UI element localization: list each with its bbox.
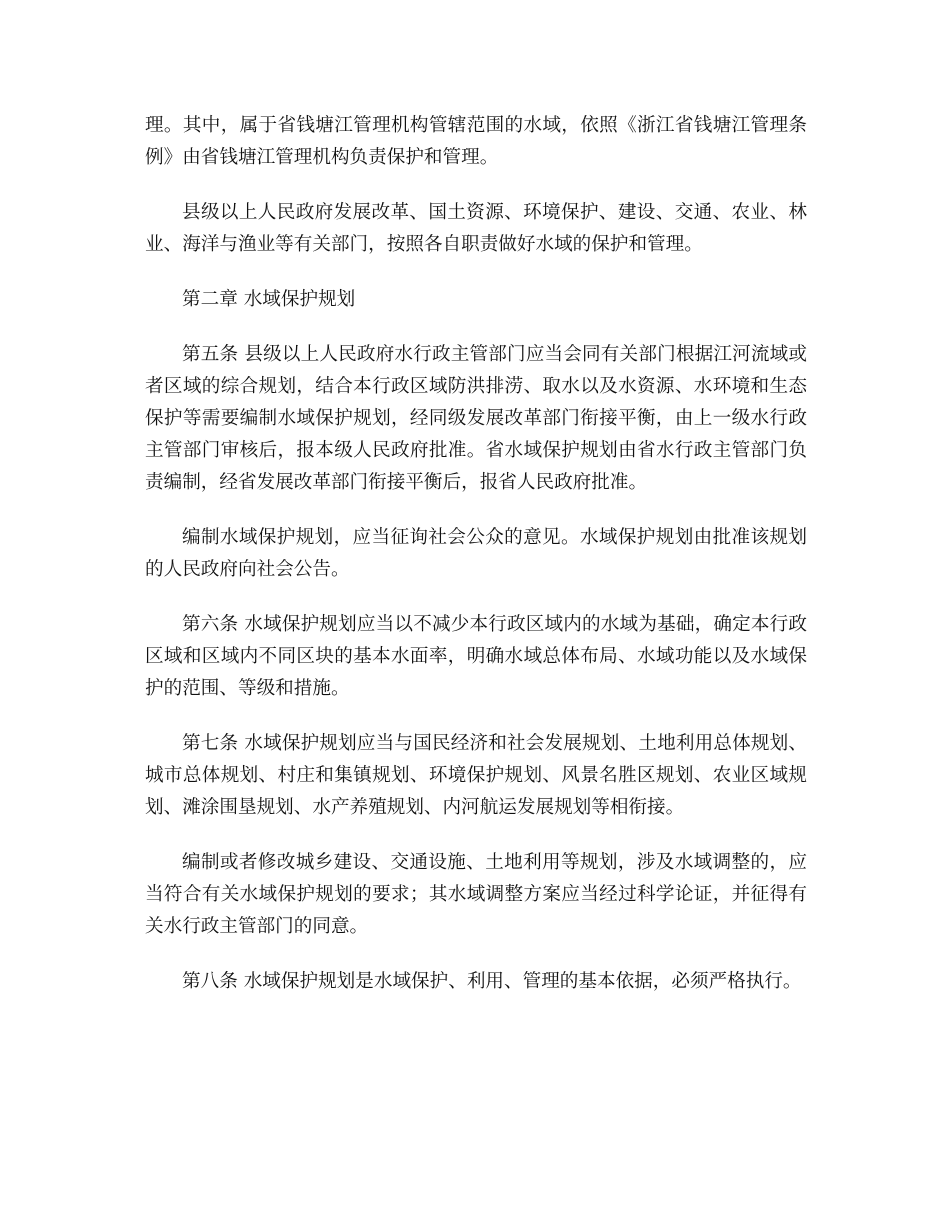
article-5: 第五条 县级以上人民政府水行政主管部门应当会同有关部门根据江河流域或者区域的综合规划，结合本行政区域防洪排涝、取水以及水资源、水环境和生态保护等需要编制水域保护规划，经同级发展改革部门衔接平衡，由上一级水行政主管部门审核后，报本级人民政府批准。省水域保护规划由省水行政主管部门负责编制，经省发展改革部门衔接平衡后，报省人民政府批准。 bbox=[145, 344, 807, 493]
article-7-paragraph-2: 编制或者修改城乡建设、交通设施、土地利用等规划，涉及水域调整的，应当符合有关水域保护规划的要求；其水域调整方案应当经过科学论证，并征得有关水行政主管部门的同意。 bbox=[145, 852, 807, 937]
document-body bbox=[145, 110, 807, 1021]
paragraph-departments: 县级以上人民政府发展改革、国土资源、环境保护、建设、交通、农业、林业、海洋与渔业等有关部门，按照各自职责做好水域的保护和管理。 bbox=[145, 202, 807, 255]
paragraph-continued: 理。其中，属于省钱塘江管理机构管辖范围的水域，依照《浙江省钱塘江管理条例》由省钱塘江管理机构负责保护和管理。 bbox=[145, 115, 807, 168]
article-6: 第六条 水域保护规划应当以不减少本行政区域内的水域为基础，确定本行政区域和区域内不同区块的基本水面率，明确水域总体布局、水域功能以及水域保护的范围、等级和措施。 bbox=[145, 614, 807, 699]
article-5-paragraph-2: 编制水域保护规划，应当征询社会公众的意见。水域保护规划由批准该规划的人民政府向社会公告。 bbox=[145, 527, 807, 580]
article-7: 第七条 水域保护规划应当与国民经济和社会发展规划、土地利用总体规划、城市总体规划、村庄和集镇规划、环境保护规划、风景名胜区规划、农业区域规划、滩涂围垦规划、水产养殖规划、内河航运发展规划等相衔接。 bbox=[145, 733, 807, 818]
article-8: 第八条 水域保护规划是水域保护、利用、管理的基本依据，必须严格执行。 bbox=[182, 971, 802, 992]
chapter-heading: 第二章 水域保护规划 bbox=[182, 289, 356, 310]
